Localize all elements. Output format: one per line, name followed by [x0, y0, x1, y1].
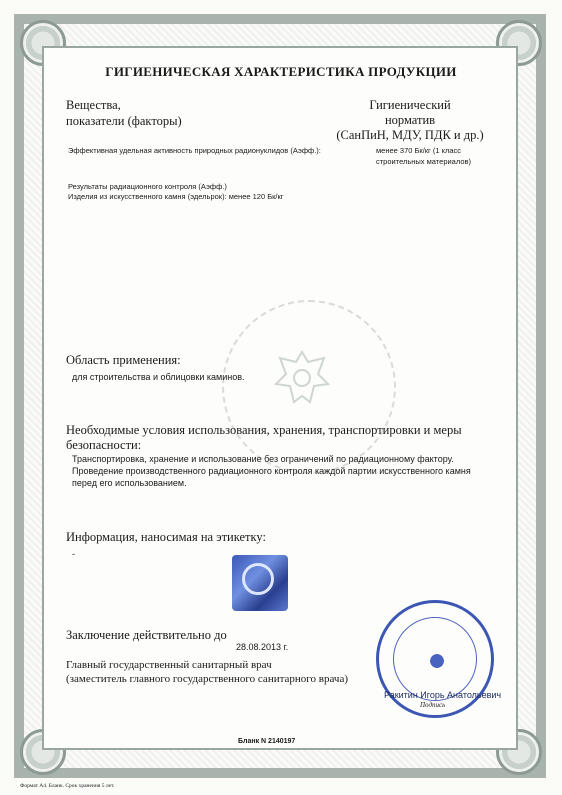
footer-note: Формат А4. Бланк. Срок хранения 5 лет.: [20, 783, 115, 789]
control-line2: Изделия из искусственного камня (эдельрок): менее 120 Бк/кг: [68, 192, 284, 201]
application-text: для строительства и облицовки каминов.: [72, 372, 245, 382]
signatory-title: Главный государственный санитарный врач: [66, 659, 272, 671]
conditions-heading-line1: Необходимые условия использования, хранения, транспортировки и меры: [66, 423, 462, 437]
factors-header-line1: Вещества,: [66, 98, 121, 112]
validity-date: 28.08.2013 г.: [236, 642, 289, 652]
signatory-name: Ракитин Игорь Анатольевич: [384, 690, 502, 700]
conditions-text-line1: Транспортировка, хранение и использование без ограничений по радиационному фактору.: [72, 454, 454, 464]
factor-row-label: Эффективная удельная активность природных радионуклидов (Аэфф.):: [68, 146, 321, 155]
factors-header-line2: показатели (факторы): [66, 114, 182, 128]
factor-row-norm-line1: менее 370 Бк/кг (1 класс: [376, 146, 462, 155]
conditions-text-line2: Проведение производственного радиационного контроля каждой партии искусственного камня: [72, 466, 471, 476]
conditions-heading-line2: безопасности:: [66, 438, 142, 452]
signatory-subtitle: (заместитель главного государственного санитарного врача): [66, 673, 349, 685]
stamp-emblem-icon: [421, 645, 453, 677]
factor-row-norm-line2: строительных материалов): [376, 157, 471, 166]
norm-header-line1: Гигиенический: [369, 98, 451, 112]
norm-header-line2: норматив: [384, 113, 436, 127]
blank-number: Бланк N 2140197: [238, 738, 296, 745]
document-title: ГИГИЕНИЧЕСКАЯ ХАРАКТЕРИСТИКА ПРОДУКЦИИ: [105, 64, 457, 79]
hologram-sticker: [232, 555, 288, 611]
control-line1: Результаты радиационного контроля (Аэфф.): [68, 182, 227, 191]
label-info-value: -: [72, 549, 75, 559]
signature-caption: Подпись: [420, 701, 446, 709]
norm-header-line3: (СанПиН, МДУ, ПДК и др.): [336, 128, 484, 142]
application-heading: Область применения:: [66, 353, 181, 367]
hologram-ring-icon: [242, 563, 274, 595]
conditions-text-line3: перед его использованием.: [72, 478, 187, 488]
label-info-heading: Информация, наносимая на этикетку:: [66, 530, 266, 544]
validity-label: Заключение действительно до: [66, 628, 227, 642]
eagle-emblem-icon: [262, 340, 342, 420]
